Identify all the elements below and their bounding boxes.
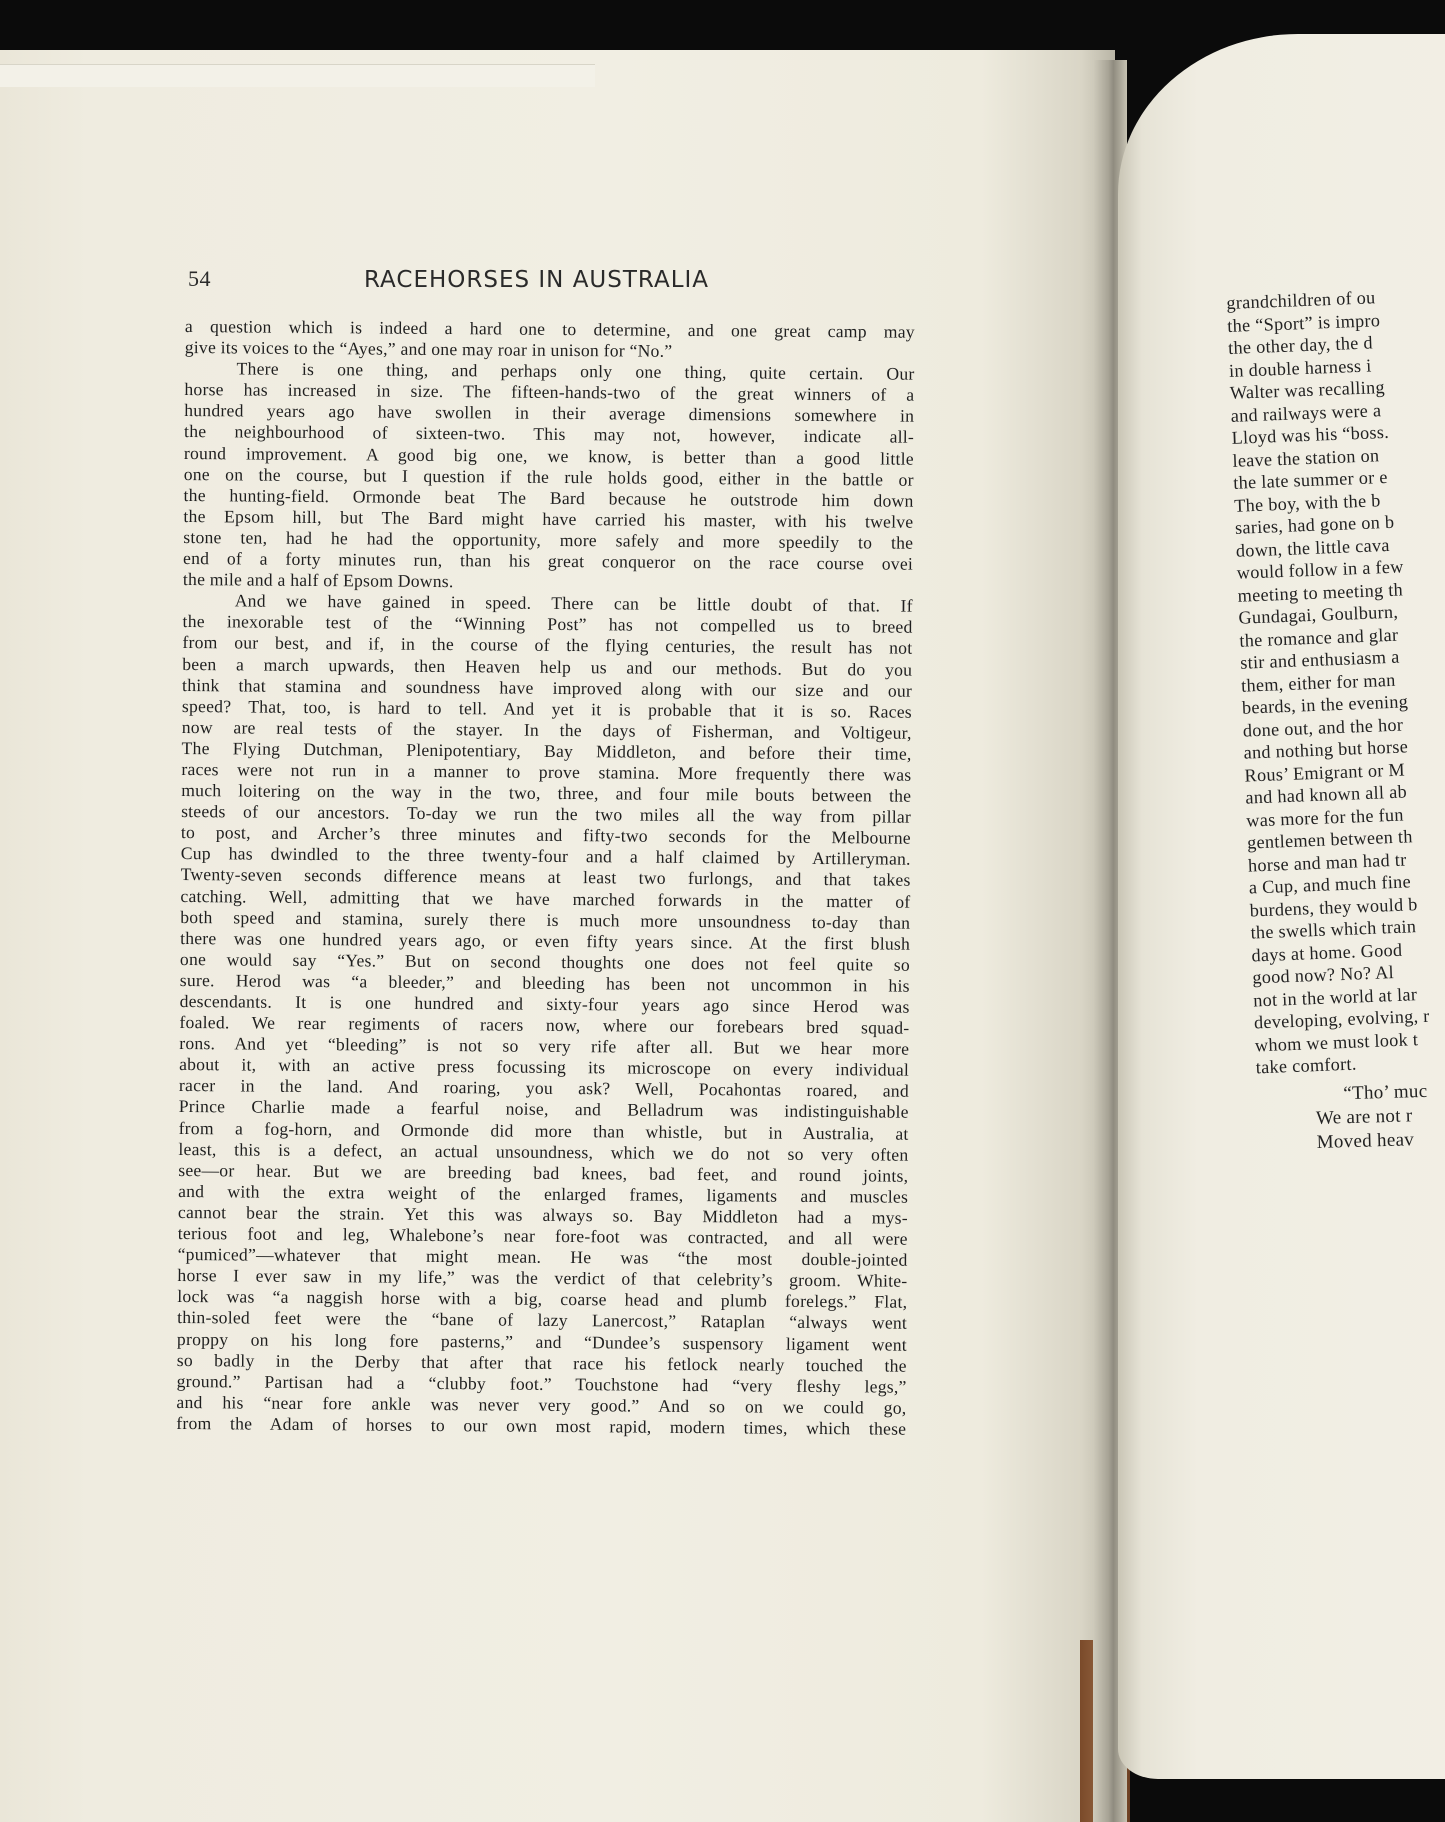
facing-text-line: done out, and the hor [1242, 714, 1404, 741]
facing-text-line: burdens, they would b [1249, 893, 1418, 921]
text-line: end of a forty minutes run, than his great conqueror on the race course ovei [183, 548, 914, 574]
verse-line: We are not r [1315, 1105, 1413, 1129]
facing-page-verse [1315, 1080, 1429, 1155]
text-line: and his “near fore ankle was never very good.” And so on we could go, [176, 1391, 907, 1418]
text-line: least, this is a defect, an actual unsoundness, which we do not so very often [178, 1138, 909, 1165]
text-line: a question which is indeed a hard one to determine, and one great camp may [184, 316, 915, 342]
text-line: see—or hear. But we are breeding bad knees, bad feet, and round joints, [178, 1159, 909, 1186]
text-line: speed? That, too, is hard to tell. And yet it is probable that it is so. Races [181, 695, 912, 722]
text-line: so badly in the Derby that after that race his fetlock nearly touched the [176, 1349, 907, 1376]
facing-text-line: developing, evolving, r [1253, 1005, 1430, 1033]
text-line: been a march upwards, then Heaven help us and our methods. But do you [182, 653, 913, 680]
facing-text-line: take comfort. [1255, 1053, 1357, 1078]
text-line: “pumiced”—whatever that might mean. He was “the most double-jointed [177, 1244, 908, 1270]
text-line: one on the course, but I question if the rule holds good, either in the battle or [183, 463, 914, 490]
text-line: the inexorable test of the “Winning Post” has not compelled us to breed [182, 611, 913, 638]
text-line: round improvement. A good big one, we know, is better than a good little [183, 442, 914, 469]
text-line: to post, and Archer’s three minutes and fifty-two seconds for the Melbourne [180, 822, 912, 848]
text-line: both speed and stamina, surely there is much more unsoundness to-day than [180, 906, 911, 933]
page-number: 54 [188, 266, 211, 291]
page-edge [0, 64, 595, 87]
text-line: Prince Charlie made a fearful noise, and Belladrum was indistinguishable [178, 1096, 909, 1123]
text-line: horse I ever saw in my life,” was the verdict of that celebrity’s groom. White- [177, 1265, 908, 1291]
facing-text-line: and nothing but horse [1243, 736, 1409, 763]
text-line: lock was “a naggish horse with a big, coarse head and plumb forelegs.” Flat, [177, 1286, 908, 1313]
facing-text-line: was more for the fun [1245, 804, 1405, 831]
body-text [176, 316, 915, 1440]
text-line: the neighbourhood of sixteen-two. This may not, however, indicate all- [184, 421, 915, 448]
facing-text-line: whom we must look t [1254, 1028, 1419, 1055]
text-line: ground.” Partisan had a “clubby foot.” Touchstone had “very fleshy legs,” [176, 1370, 907, 1397]
text-line: from our best, and if, in the course of the flying centuries, the result has not [182, 632, 913, 659]
text-line: cannot bear the strain. Yet this was always so. Bay Middleton had a mys- [177, 1201, 909, 1228]
text-line: thin-soled feet were the “bane of lazy Lanercost,” Rataplan “always went [177, 1307, 908, 1334]
text-line: And we have gained in speed. There can be little doubt of that. If [234, 590, 913, 616]
facing-text-line: The boy, with the b [1233, 489, 1381, 516]
facing-text-line: Walter was recalling [1229, 376, 1386, 403]
text-line: Twenty-seven seconds difference means at least two furlongs, and that takes [180, 864, 911, 891]
facing-text-line: the romance and glar [1238, 624, 1399, 651]
verse-line: Moved heav [1316, 1129, 1415, 1153]
facing-text-line: them, either for man [1240, 669, 1396, 696]
facing-page-text [1226, 282, 1445, 1079]
text-line: from a fog-horn, and Ormonde did more than whistle, but in Australia, at [178, 1117, 909, 1144]
facing-text-line: the late summer or e [1232, 466, 1389, 493]
text-line: there was one hundred years ago, or even fifty years since. At the first blush [180, 927, 911, 954]
facing-text-line: stir and enthusiasm a [1239, 646, 1400, 673]
running-title: RACEHORSES IN AUSTRALIA [364, 267, 710, 293]
text-line: racer in the land. And roaring, you ask? Well, Pocahontas roared, and [178, 1075, 910, 1102]
facing-text-line: leave the station on [1232, 444, 1380, 471]
facing-text-line: days at home. Good [1251, 939, 1403, 966]
text-line: now are real tests of the stayer. In the days of Fisherman, and Voltigeur, [181, 716, 912, 743]
text-line: The Flying Dutchman, Plenipotentiary, Bay Middleton, and before their time, [181, 737, 912, 764]
text-line: sure. Herod was “a bleeder,” and bleeding has been not uncommon in his [179, 969, 910, 996]
text-line: think that stamina and soundness have improved along with our size and our [182, 674, 913, 701]
facing-text-line: good now? No? Al [1251, 962, 1395, 988]
text-line: proppy on his long fore pasterns,” and “Dundee’s suspensory ligament went [176, 1328, 908, 1355]
facing-text-line: in double harness i [1228, 354, 1372, 381]
text-line: give its voices to the “Ayes,” and one may roar in unison for “No.” [184, 337, 673, 361]
facing-text-line: meeting to meeting th [1237, 578, 1404, 606]
facing-text-line: Rous’ Emigrant or M [1244, 758, 1406, 786]
text-line: There is one thing, and perhaps only one thing, quite certain. Our [236, 358, 915, 384]
facing-text-line: the swells which train [1250, 916, 1417, 943]
text-line: much loitering on the way in the two, three, and four mile bouts between the [181, 780, 912, 806]
facing-text-line: the other day, the d [1227, 332, 1374, 358]
facing-text-line: the “Sport” is impro [1226, 309, 1381, 336]
text-line: rons. And yet “bleeding” is not so very rife after all. But we hear more [179, 1033, 910, 1059]
text-line: steeds of our ancestors. To-day we run the two miles all the way from pillar [181, 801, 912, 827]
facing-text-line: a Cup, and much fine [1248, 871, 1412, 898]
text-line: terious foot and leg, Whalebone’s near fore-foot was contracted, and all were [177, 1223, 908, 1249]
text-line: the mile and a half of Epsom Downs. [182, 569, 454, 592]
text-line: stone ten, had he had the opportunity, more safely and more speedily to the [183, 526, 914, 553]
text-line: races were not run in a manner to prove stamina. More frequently there was [181, 758, 912, 785]
text-line: catching. Well, admitting that we have marched forwards in the matter of [180, 885, 911, 912]
text-line: the hunting-field. Ormonde beat The Bard because he outstrode him down [183, 484, 914, 511]
text-line: about it, with an active press focussing its microscope on every individual [179, 1054, 910, 1080]
facing-text-line: not in the world at lar [1252, 983, 1418, 1010]
text-line: and with the extra weight of the enlarged frames, ligaments and muscles [178, 1180, 909, 1207]
facing-text-line: Lloyd was his “boss. [1231, 421, 1390, 448]
facing-text-line: horse and man had tr [1247, 848, 1407, 876]
text-line: hundred years ago have swollen in their average dimensions somewhere in [184, 400, 915, 427]
text-line: foaled. We rear regiments of racers now, where our forebears bred squad- [179, 1012, 910, 1038]
facing-text-line: Gundagai, Goulburn, [1238, 601, 1399, 628]
verse-line: “Tho’ muc [1343, 1080, 1428, 1105]
text-line: horse has increased in size. The fifteen-hands-two of the great winners of a [184, 379, 915, 406]
facing-text-line: down, the little cava [1235, 534, 1390, 561]
facing-text-line: grandchildren of ou [1226, 287, 1376, 313]
facing-text-line: and had known all ab [1245, 781, 1408, 808]
facing-text-line: would follow in a few [1236, 556, 1404, 583]
text-line: the Epsom hill, but The Bard might have carried his master, with his twelve [183, 505, 914, 532]
facing-text-line: beards, in the evening [1241, 691, 1409, 718]
facing-text-line: gentlemen between th [1246, 826, 1414, 853]
facing-text-line: and railways were a [1230, 399, 1382, 426]
text-line: from the Adam of horses to our own most rapid, modern times, which these [176, 1412, 907, 1439]
running-head [188, 262, 748, 302]
text-line: descendants. It is one hundred and sixty-four years ago since Herod was [179, 990, 910, 1017]
text-line: Cup has dwindled to the three twenty-four and a half claimed by Artilleryman. [180, 843, 911, 870]
facing-text-line: saries, had gone on b [1234, 511, 1395, 538]
text-line: one would say “Yes.” But on second thoughts one does not feel quite so [179, 948, 911, 975]
